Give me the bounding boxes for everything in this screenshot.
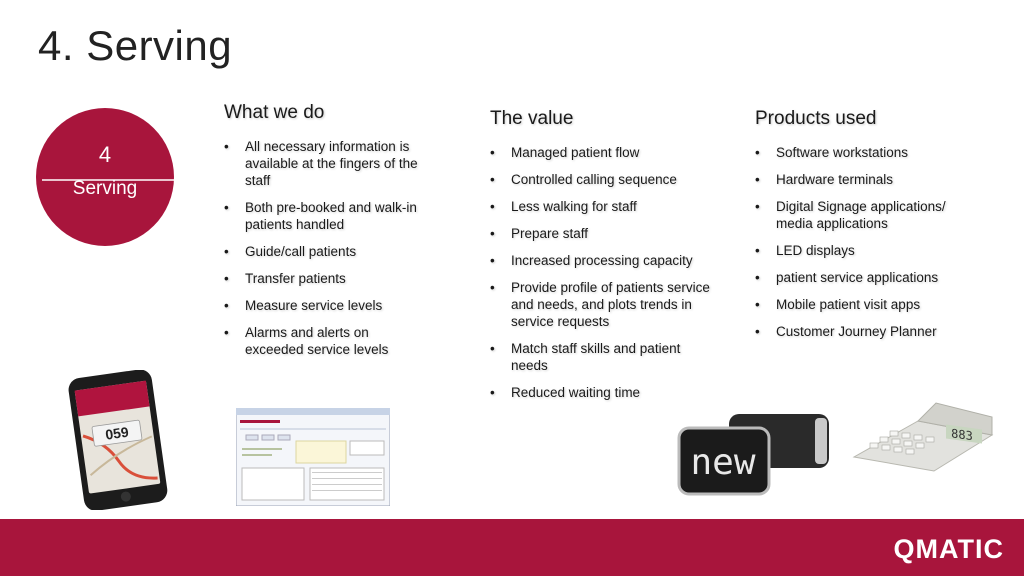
workstation-screenshot-image bbox=[236, 408, 390, 506]
list-item: • Digital Signage applications/ media applications bbox=[755, 199, 946, 231]
list-item: • Transfer patients bbox=[224, 271, 346, 286]
the-value-heading: The value bbox=[490, 108, 574, 129]
list-item: • Prepare staff bbox=[490, 226, 589, 241]
products-used-heading: Products used bbox=[755, 108, 877, 129]
products-used-column bbox=[755, 108, 985, 350]
step-label: Serving bbox=[72, 178, 138, 199]
smartphone-image bbox=[66, 370, 186, 510]
the-value-column bbox=[490, 108, 720, 411]
page-title: 4. Serving bbox=[38, 22, 233, 69]
list-item: • All necessary information is available at the fingers of the staff bbox=[224, 139, 418, 188]
list-item: • Reduced waiting time bbox=[490, 385, 641, 400]
list-item: • Increased processing capacity bbox=[490, 253, 693, 268]
display-text: new bbox=[690, 442, 756, 483]
list-item: • LED displays bbox=[755, 243, 855, 258]
list-item: • Controlled calling sequence bbox=[490, 172, 677, 187]
list-item: • Guide/call patients bbox=[224, 244, 357, 259]
list-item: • Measure service levels bbox=[224, 298, 383, 313]
what-we-do-column bbox=[224, 102, 424, 368]
kiosk-readout: 883 bbox=[951, 426, 973, 444]
list-item: • patient service applications bbox=[755, 270, 939, 285]
step-badge bbox=[36, 108, 174, 246]
brand-logo: QMATIC bbox=[893, 534, 1004, 564]
list-item: • Mobile patient visit apps bbox=[755, 297, 921, 312]
footer-bar bbox=[0, 519, 1024, 576]
step-number: 4 bbox=[98, 142, 112, 167]
hardware-terminal-image bbox=[850, 395, 1000, 475]
list-item: • Provide profile of patients service and needs, and plots trends in service requests bbox=[490, 280, 710, 329]
list-item: • Customer Journey Planner bbox=[755, 324, 937, 339]
list-item: • Software workstations bbox=[755, 145, 909, 160]
list-item: • Alarms and alerts on exceeded service levels bbox=[224, 325, 389, 357]
led-display-image bbox=[675, 408, 835, 498]
what-we-do-heading: What we do bbox=[224, 102, 325, 123]
list-item: • Less walking for staff bbox=[490, 199, 637, 214]
list-item: • Match staff skills and patient needs bbox=[490, 341, 681, 373]
list-item: • Both pre-booked and walk-in patients handled bbox=[224, 200, 417, 232]
phone-ticket-number: 059 bbox=[104, 423, 130, 443]
list-item: • Managed patient flow bbox=[490, 145, 640, 160]
list-item: • Hardware terminals bbox=[755, 172, 894, 187]
